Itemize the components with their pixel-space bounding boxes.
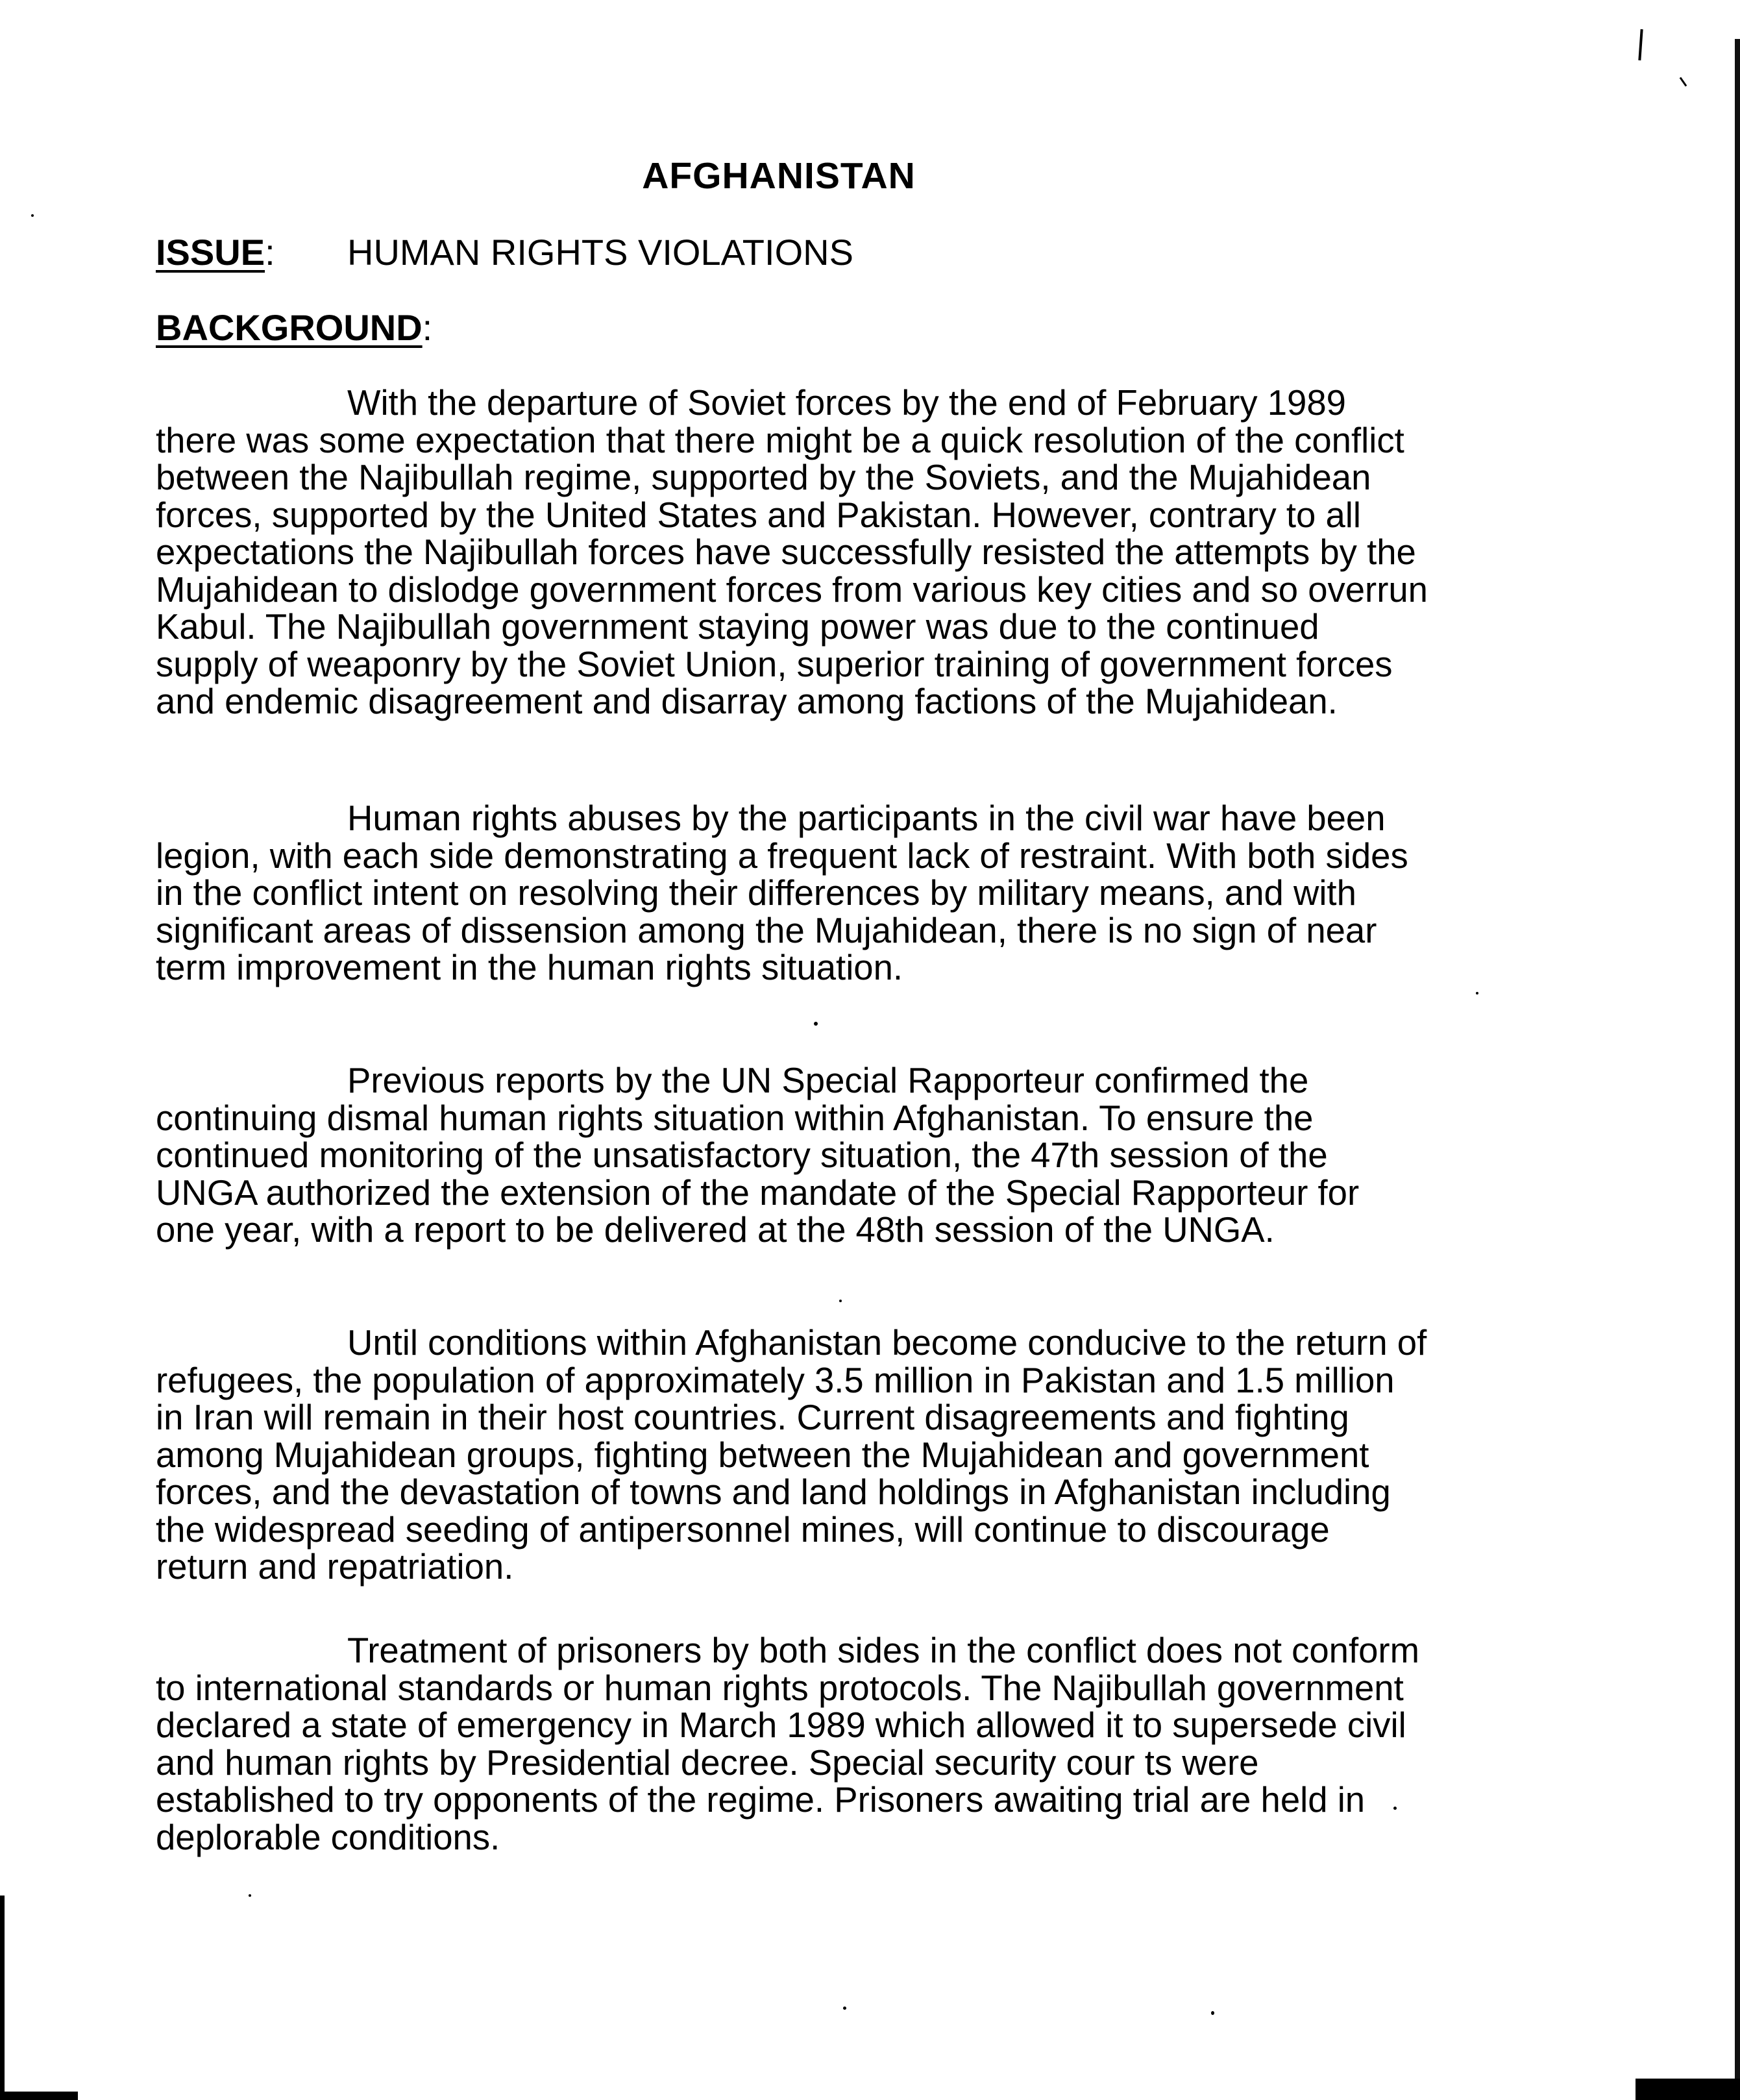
- scan-speck: [1211, 2011, 1214, 2015]
- scan-speck: [1476, 992, 1478, 994]
- paragraph-5: [156, 1632, 1428, 1856]
- scan-speck: [249, 1894, 251, 1897]
- scan-edge-right: [1735, 39, 1740, 2100]
- issue-label: ISSUE: [156, 232, 265, 273]
- background-colon: :: [422, 307, 433, 348]
- paragraph-text: Treatment of prisoners by both sides in the conflict does not conform to international standards or human rights protocols. The Najibullah government declared a state of emergency in March 1989 which allowed it to supersede civil and human rights by Presidential decree. Special security cour ts were established to try opponents of the regime. Prisoners awaiting trial are held in deplorable conditions.: [156, 1631, 1419, 1857]
- paragraph-text: Human rights abuses by the participants in the civil war have been legion, with each side demonstrating a frequent lack of restraint. With both sides in the conflict intent on resolving their differences by military means, and with significant areas of dissension among the Mujahidean, there is no sign of near term improvement in the human rights situation.: [156, 798, 1408, 987]
- scan-speck: [31, 214, 34, 217]
- scan-speck: [843, 2007, 846, 2010]
- background-heading: [156, 306, 432, 349]
- issue-colon: :: [265, 232, 275, 273]
- paragraph-4: [156, 1324, 1428, 1586]
- scan-mark: [1680, 77, 1687, 87]
- scan-edge-left: [0, 1896, 5, 2100]
- scan-edge-bottom-right: [1636, 2079, 1740, 2100]
- scan-speck: [1393, 1807, 1397, 1810]
- paragraph-text: Previous reports by the UN Special Rapporteur confirmed the continuing dismal human rights situation within Afghanistan. To ensure the continued monitoring of the unsatisfactory situation, the 47th session of the UNGA authorized the extension of the mandate of the Special Rapporteur for one year, with a report to be delivered at the 48th session of the UNGA.: [156, 1061, 1360, 1250]
- paragraph-text: With the departure of Soviet forces by the end of February 1989 there was some expectation that there might be a quick resolution of the conflict between the Najibullah regime, supported by the Soviets, and the Mujahidean forces, supported by the United States and Pakistan. However, contrary to all expectations the Najibullah forces have successfully resisted the attempts by the Mujahidean to dislodge government forces from various key cities and so overrun Kabul. The Najibullah government staying power was due to the continued supply of weaponry by the Soviet Union, superior training of government forces and endemic disagreement and disarray among factions of the Mujahidean.: [156, 383, 1428, 721]
- paragraph-1: [156, 384, 1428, 721]
- paragraph-3: [156, 1062, 1428, 1249]
- scan-speck: [814, 1022, 818, 1026]
- scan-mark: [1638, 29, 1643, 60]
- background-label: BACKGROUND: [156, 307, 423, 348]
- page-title: AFGHANISTAN: [642, 155, 916, 197]
- scan-speck: [839, 1300, 842, 1302]
- issue-row: [156, 231, 853, 273]
- paragraph-2: [156, 800, 1428, 987]
- issue-value: HUMAN RIGHTS VIOLATIONS: [347, 232, 853, 273]
- paragraph-text: Until conditions within Afghanistan become conducive to the return of refugees, the population of approximately 3.5 million in Pakistan and 1.5 million in Iran will remain in their host countries. Current disagreements and fighting among Mujahidean groups, fighting between the Mujahidean and government forces, and the devastation of towns and land holdings in Afghanistan including the widespread seeding of antipersonnel mines, will continue to discourage return and repatriation.: [156, 1323, 1427, 1587]
- scan-edge-bottom-left: [0, 2092, 78, 2100]
